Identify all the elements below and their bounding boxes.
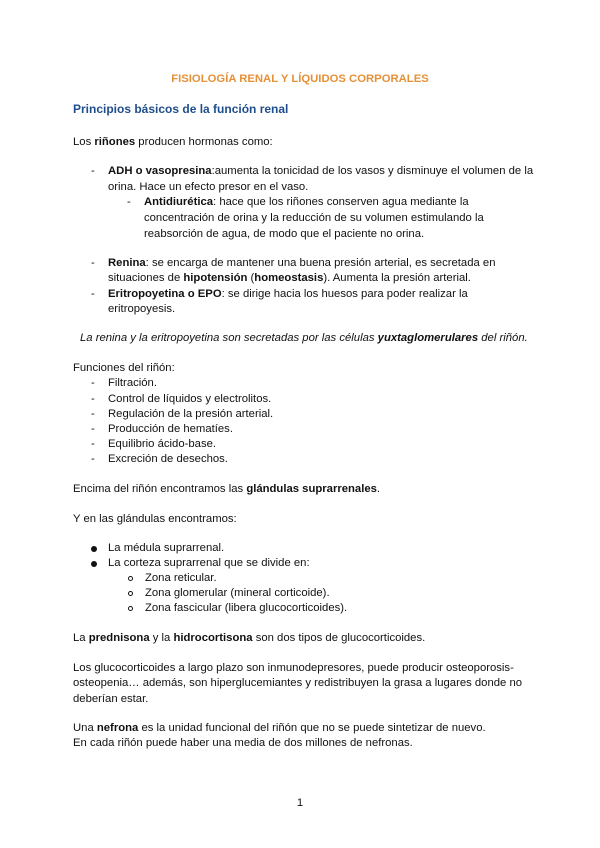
nefrona-term: nefrona xyxy=(96,722,139,734)
circle-bullet-icon xyxy=(128,591,133,596)
page-number: 1 xyxy=(296,797,304,809)
list-dash: - xyxy=(91,165,95,177)
hipotension-term: hipotensión xyxy=(183,272,248,284)
renina-text-4: ). Aumenta la presión arterial. xyxy=(323,272,471,284)
bullet-icon xyxy=(91,546,97,552)
glands-intro: Y en las glándulas encontramos: xyxy=(73,513,237,525)
adh-line-2: orina. Hace un efecto presor en el vaso. xyxy=(108,181,309,193)
adh-text: :aumenta la tonicidad de los vasos y disminuye el volumen de la xyxy=(211,165,534,177)
intro-bold: riñones xyxy=(94,136,136,148)
zone-item: Zona fascicular (libera glucocorticoides). xyxy=(145,602,348,614)
function-item: Control de líquidos y electrolitos. xyxy=(108,393,272,405)
homeostasis-term: homeostasis xyxy=(254,272,324,284)
glands-paragraph xyxy=(73,482,380,498)
list-dash: - xyxy=(127,196,131,208)
nefrona-text-end: es la unidad funcional del riñón que no se puede sintetizar de nuevo. xyxy=(138,722,486,734)
renina-line-1 xyxy=(108,256,495,272)
function-item: Equilibrio ácido-base. xyxy=(108,438,217,450)
gluco-line-2: osteopenia… además, son hiperglucemiantes y redistribuyen la grasa a lugares donde no xyxy=(73,677,523,689)
renina-text: : se encarga de mantener una buena presión arterial, es secretada en xyxy=(145,257,496,269)
function-item: Regulación de la presión arterial. xyxy=(108,408,274,420)
adh-term: ADH o vasopresina xyxy=(108,165,212,177)
gluco-line-1: Los glucocorticoides a largo plazo son inmunodepresores, puede producir osteoporosis- xyxy=(73,662,514,674)
list-dash: - xyxy=(91,408,95,420)
prednisona-term: prednisona xyxy=(88,632,150,644)
glands-text-end: . xyxy=(376,483,381,495)
zone-item: Zona reticular. xyxy=(145,572,217,584)
epo-text: : se dirige hacia los huesos para poder realizar la xyxy=(221,288,468,300)
circle-bullet-icon xyxy=(128,576,133,581)
list-dash: - xyxy=(91,453,95,465)
list-dash: - xyxy=(91,288,95,300)
antidiuretica-line-2: concentración de orina y la reducción de su volumen estimulando la xyxy=(144,212,484,224)
italic-note xyxy=(80,331,528,347)
section-heading: Principios básicos de la función renal xyxy=(73,102,289,116)
prednisona-text: La xyxy=(73,632,89,644)
function-item: Excreción de desechos. xyxy=(108,453,228,465)
prednisona-text-end: son dos tipos de glucocorticoides. xyxy=(252,632,426,644)
prednisona-paragraph xyxy=(73,631,425,647)
glands-bold: glándulas suprarrenales xyxy=(246,483,377,495)
epo-line-1 xyxy=(108,287,468,303)
renina-text-2: situaciones de xyxy=(108,272,184,284)
note-bold: yuxtaglomerulares xyxy=(377,332,479,344)
gluco-line-3: deberían estar. xyxy=(73,693,149,705)
function-item: Filtración. xyxy=(108,377,157,389)
adh-line-1 xyxy=(108,164,533,180)
epo-term: Eritropoyetina o EPO xyxy=(108,288,222,300)
glands-text: Encima del riñón encontramos las xyxy=(73,483,247,495)
intro-text-end: producen hormonas como: xyxy=(135,136,273,148)
circle-bullet-icon xyxy=(128,606,133,611)
functions-heading: Funciones del riñón: xyxy=(73,362,175,374)
antidiuretica-line-1 xyxy=(144,195,469,211)
epo-line-2: eritropoyesis. xyxy=(108,303,176,315)
renina-text-3: ( xyxy=(247,272,255,284)
list-dash: - xyxy=(91,257,95,269)
renina-line-2 xyxy=(108,271,471,287)
nefronas-count: En cada riñón puede haber una media de dos millones de nefronas. xyxy=(73,737,413,749)
zone-item: Zona glomerular (mineral corticoide). xyxy=(145,587,330,599)
function-item: Producción de hematíes. xyxy=(108,423,233,435)
antidiuretica-term: Antidiurética xyxy=(144,196,214,208)
prednisona-text-2: y la xyxy=(149,632,174,644)
antidiuretica-text: : hace que los riñones conserven agua mediante la xyxy=(213,196,469,208)
note-text-end: del riñón. xyxy=(478,332,528,344)
intro-text: Los xyxy=(73,136,95,148)
note-text: La renina y la eritropoyetina son secretadas por las células xyxy=(80,332,378,344)
hidrocortisona-term: hidrocortisona xyxy=(173,632,253,644)
list-dash: - xyxy=(91,438,95,450)
nefrona-text: Una xyxy=(73,722,97,734)
bullet-icon xyxy=(91,561,97,567)
document-title: FISIOLOGÍA RENAL Y LÍQUIDOS CORPORALES xyxy=(171,73,429,85)
list-dash: - xyxy=(91,377,95,389)
gland-item: La corteza suprarrenal que se divide en: xyxy=(108,557,310,569)
intro-paragraph xyxy=(73,135,273,151)
list-dash: - xyxy=(91,393,95,405)
renina-term: Renina xyxy=(108,257,146,269)
antidiuretica-line-3: reabsorción de agua, de modo que el paciente no orina. xyxy=(144,228,425,240)
list-dash: - xyxy=(91,423,95,435)
gland-item: La médula suprarrenal. xyxy=(108,542,225,554)
nefrona-paragraph xyxy=(73,721,486,737)
